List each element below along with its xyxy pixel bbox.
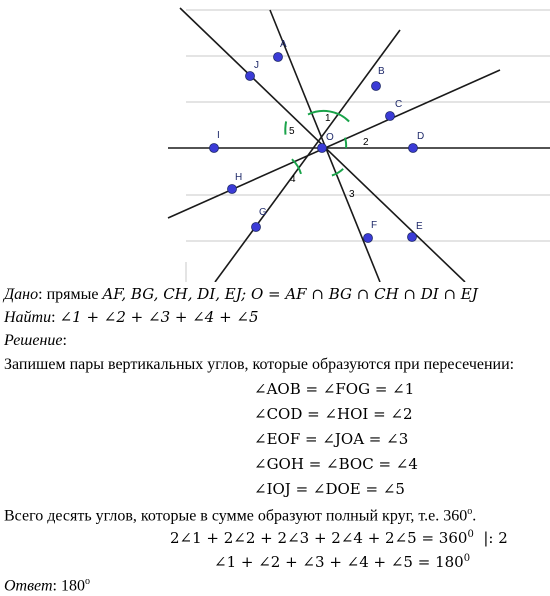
find-label: Найти [4, 309, 52, 326]
solution-line [4, 331, 67, 351]
equality-1: ∠AOB = ∠FOG = ∠1 [254, 380, 415, 398]
result-equation [214, 549, 470, 572]
solution-tail: : [62, 332, 67, 349]
point-i [210, 144, 219, 153]
given-label: Дано [4, 286, 39, 303]
result-eq: ∠1 + ∠2 + ∠3 + ∠4 + ∠5 = 180 [214, 553, 464, 571]
equality-4: ∠GOH = ∠BOC = ∠4 [254, 455, 418, 473]
find-math: ∠1 + ∠2 + ∠3 + ∠4 + ∠5 [59, 308, 259, 326]
answer-sup: o [84, 576, 90, 587]
equality-2: ∠COD = ∠HOI = ∠2 [254, 405, 413, 423]
find-text: : [51, 309, 60, 326]
line-ch [168, 70, 500, 218]
point-o [318, 144, 327, 153]
point-d [409, 144, 418, 153]
point-g [252, 223, 261, 232]
total-sup: o [467, 506, 473, 517]
point-j [246, 72, 255, 81]
given-math: AF, BG, CH, DI, EJ; O = AF ∩ BG ∩ CH ∩ DI ∩ EJ [102, 285, 478, 303]
sum-sup: 0 [467, 529, 474, 540]
equality-3: ∠EOF = ∠JOA = ∠3 [254, 430, 409, 448]
given-line [4, 284, 478, 305]
label-o: O [326, 132, 334, 143]
point-a [274, 53, 283, 62]
point-c [386, 112, 395, 121]
arc-angle-5 [285, 121, 286, 134]
total-end: . [472, 507, 477, 525]
geometry-figure [0, 0, 550, 282]
sum-equation [170, 525, 508, 548]
solution-intro: Запишем пары вертикальных углов, которые образуются при пересечении: [4, 356, 515, 373]
arc-angle-3 [332, 169, 343, 176]
label-d: D [417, 131, 425, 142]
label-b: B [378, 66, 385, 77]
label-a: A [280, 39, 287, 50]
angle-label-1: 1 [325, 113, 331, 124]
angle-label-3: 3 [349, 189, 355, 200]
label-j: J [254, 60, 259, 71]
solution-label: Решение [4, 332, 63, 349]
total-text: Всего десять углов, которые в сумме образуют полный круг, т.е. 360 [4, 507, 468, 525]
label-e: E [416, 221, 423, 232]
answer-label: Ответ [4, 577, 53, 595]
given-text: : прямые [38, 286, 103, 303]
angle-label-2: 2 [363, 137, 369, 148]
label-i: I [217, 130, 220, 141]
answer-text: : 180 [52, 577, 85, 595]
point-b [372, 82, 381, 91]
find-line [4, 307, 259, 328]
label-f: F [371, 220, 378, 231]
label-g: G [259, 207, 267, 218]
equality-5: ∠IOJ = ∠DOE = ∠5 [254, 480, 405, 498]
arc-angle-2 [345, 138, 346, 148]
point-h [228, 185, 237, 194]
point-f [364, 234, 373, 243]
sum-eq: 2∠1 + 2∠2 + 2∠3 + 2∠4 + 2∠5 = 360 [170, 529, 468, 547]
label-c: C [395, 99, 403, 110]
result-sup: 0 [463, 553, 471, 564]
point-e [408, 233, 417, 242]
label-h: H [235, 172, 243, 183]
total-line [4, 502, 476, 526]
angle-label-4: 4 [290, 174, 296, 185]
answer-line [4, 572, 90, 596]
sum-div: |: 2 [473, 529, 508, 547]
angle-label-5: 5 [289, 126, 295, 137]
